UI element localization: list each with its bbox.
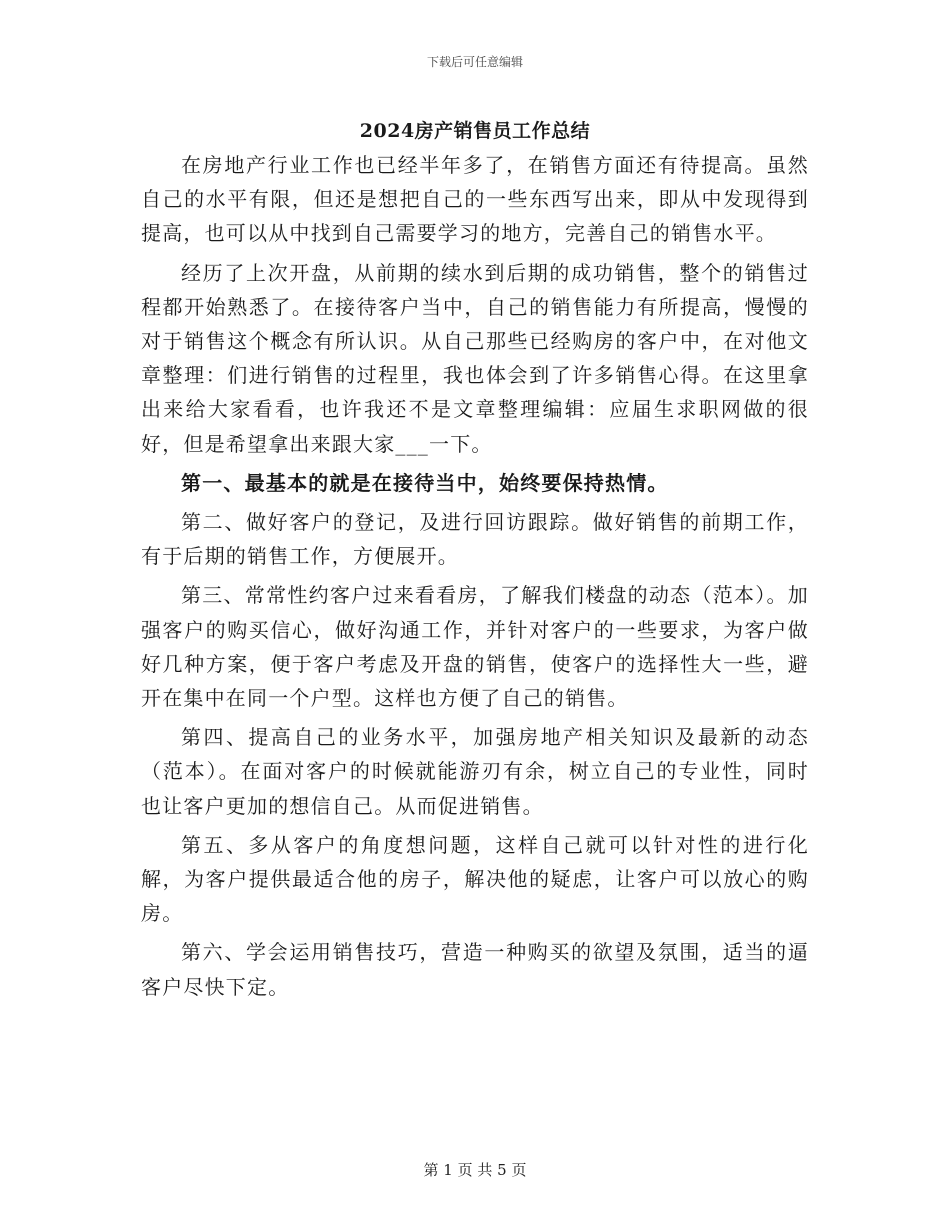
paragraph-experience: 经历了上次开盘，从前期的续水到后期的成功销售，整个的销售过程都开始熟悉了。在接待客户当中，自己的销售能力有所提高，慢慢的对于销售这个概念有所认识。从自己那些已经购房的客户中，在对他文章整理：们进行销售的过程里，我也体会到了许多销售心得。在这里拿出来给大家看看，也许我还不是文章整理编辑：应届生求职网做的很好，但是希望拿出来跟大家___一下。	[141, 260, 809, 456]
point-4: 第四、提高自己的业务水平，加强房地产相关知识及最新的动态（范本）。在面对客户的时候就能游刃有余，树立自己的专业性，同时也让客户更加的想信自己。从而促进销售。	[141, 725, 809, 818]
point-5: 第五、多从客户的角度想问题，这样自己就可以针对性的进行化解，为客户提供最适合他的房子，解决他的疑虑，让客户可以放心的购房。	[141, 832, 809, 926]
header-note: 下载后可任意编辑	[426, 55, 523, 69]
point-2: 第二、做好客户的登记，及进行回访跟踪。做好销售的前期工作，有于后期的销售工作，方便展开。	[141, 510, 809, 569]
page-footer: 第 1 页 共 5 页	[423, 1161, 527, 1179]
document-title: 2024房产销售员工作总结	[359, 120, 591, 142]
point-3: 第三、常常性约客户过来看看房，了解我们楼盘的动态（范本）。加强客户的购买信心，做好沟通工作，并针对客户的一些要求，为客户做好几种方案，便于客户考虑及开盘的销售，使客户的选择性大一些，避开在集中在同一个户型。这样也方便了自己的销售。	[141, 583, 809, 711]
document-body	[141, 148, 809, 1009]
point-1-heading: 第一、最基本的就是在接待当中，始终要保持热情。	[181, 470, 669, 495]
paragraph-intro: 在房地产行业工作也已经半年多了，在销售方面还有待提高。虽然自己的水平有限，但还是想把自己的一些东西写出来，即从中发现得到提高，也可以从中找到自己需要学习的地方，完善自己的销售水平。	[141, 153, 809, 246]
point-6: 第六、学会运用销售技巧，营造一种购买的欲望及氛围，适当的逼客户尽快下定。	[141, 940, 809, 999]
